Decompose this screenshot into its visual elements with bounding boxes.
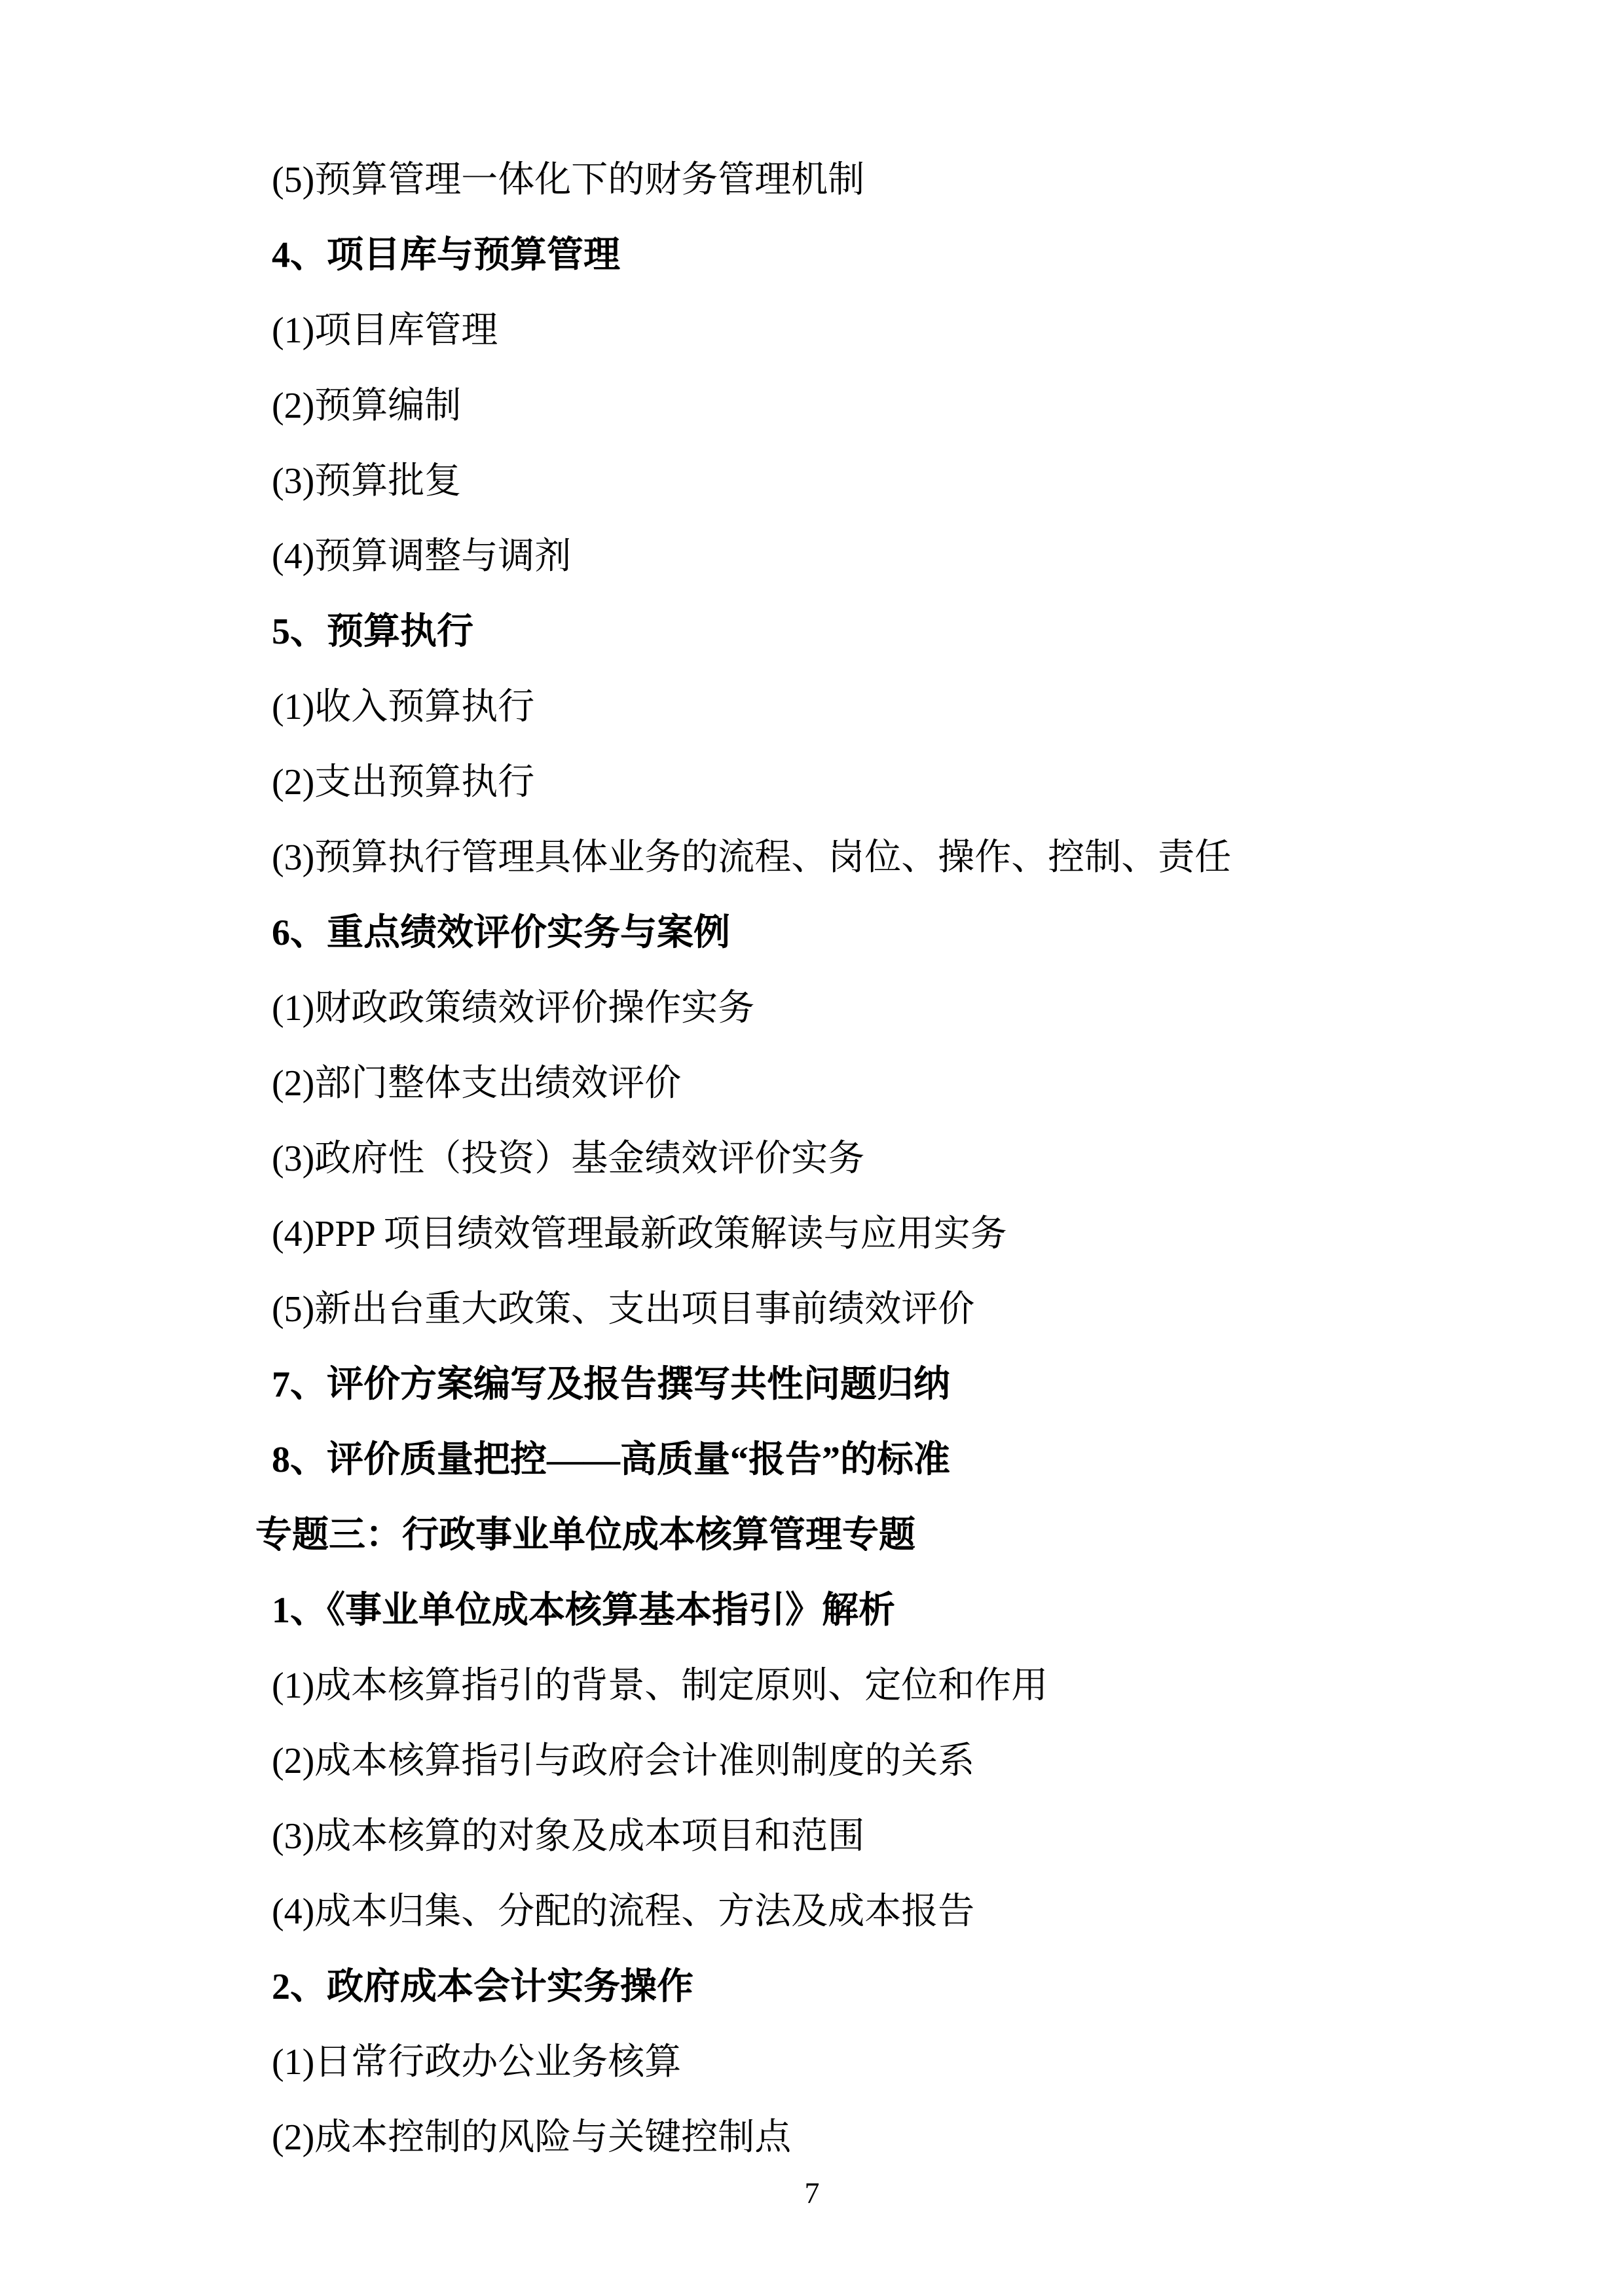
outline-item: (1)收入预算执行 [272,687,535,727]
outline-item: (2)预算编制 [272,386,462,426]
outline-heading: 1、《事业单位成本核算基本指引》解析 [272,1590,895,1631]
outline-item: (1)日常行政办公业务核算 [272,2042,682,2083]
outline-item: (3)成本核算的对象及成本项目和范围 [272,1816,865,1857]
outline-item: (5)新出台重大政策、支出项目事前绩效评价 [272,1289,975,1330]
outline-heading: 8、评价质量把控——高质量“报告”的标准 [272,1440,950,1480]
document-body [0,143,1624,2176]
outline-item: (1)项目库管理 [272,310,498,351]
outline-item: (4)成本归集、分配的流程、方法及成本报告 [272,1891,975,1932]
outline-item: (3)预算批复 [272,461,462,501]
outline-heading: 5、预算执行 [272,611,473,652]
outline-heading: 7、评价方案编写及报告撰写共性问题归纳 [272,1364,950,1405]
outline-item: (1)成本核算指引的背景、制定原则、定位和作用 [272,1666,1048,1706]
outline-heading: 4、项目库与预算管理 [272,235,620,276]
section-title: 专题三：行政事业单位成本核算管理专题 [255,1515,915,1556]
outline-item: (4)PPP 项目绩效管理最新政策解读与应用实务 [272,1214,1007,1254]
outline-item: (5)预算管理一体化下的财务管理机制 [272,160,865,200]
outline-item: (4)预算调整与调剂 [272,536,572,577]
outline-item: (2)支出预算执行 [272,762,535,803]
outline-heading: 2、政府成本会计实务操作 [272,1967,693,2007]
page-number: 7 [804,2176,820,2210]
outline-item: (2)部门整体支出绩效评价 [272,1063,682,1104]
outline-item: (2)成本控制的风险与关键控制点 [272,2117,792,2158]
outline-item: (2)成本核算指引与政府会计准则制度的关系 [272,1741,975,1781]
outline-item: (3)预算执行管理具体业务的流程、岗位、操作、控制、责任 [272,837,1232,878]
outline-item: (3)政府性（投资）基金绩效评价实务 [272,1139,865,1179]
outline-item: (1)财政政策绩效评价操作实务 [272,988,755,1029]
outline-heading: 6、重点绩效评价实务与案例 [272,913,730,953]
